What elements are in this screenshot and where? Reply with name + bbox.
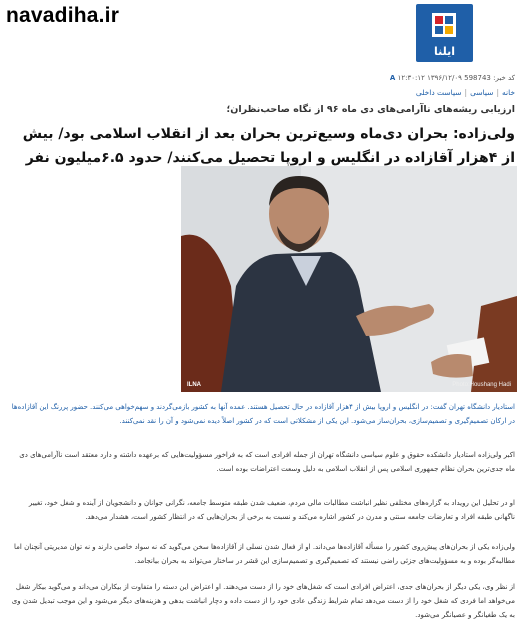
breadcrumb-domestic-politics[interactable]: سیاست داخلی <box>415 88 462 97</box>
breadcrumb <box>416 88 515 97</box>
article-photo-illustration <box>181 166 517 392</box>
site-watermark: navadiha.ir <box>6 4 120 27</box>
article-summary: استادیار دانشگاه تهران گفت: در انگلیس و اروپا بیش از ۴هزار آقازاده در حال تحصیل هستند. عمده آنها به کشور بازمی‌گردند و سهم‌خواهی می‌کنند. حضور پررنگ این آقازاده‌ها در ارکان تصمیم‌گیری و تصمیم‌سازی، بحران‌ساز می‌شود. این یکی از مشکلاتی است که در کشور اصلاً دیده نمی‌شود و آن را نقد نمی‌کنند. <box>11 403 515 425</box>
news-code-label: کد خبر: <box>493 74 515 82</box>
news-code: 598743 <box>464 74 491 82</box>
news-datetime: ۱۳۹۶/۱۲/۰۹ ۱۲:۳۰:۱۲ <box>397 74 462 82</box>
photo-agency-watermark: ILNA <box>187 382 201 388</box>
breadcrumb-separator: | <box>464 88 468 97</box>
breadcrumb-home[interactable]: خانه <box>501 88 515 97</box>
agency-logo-icon <box>430 11 458 39</box>
article-photo <box>181 166 517 392</box>
font-size-marker[interactable]: A <box>389 74 396 82</box>
agency-logo-text: ایلنا <box>433 45 455 58</box>
news-meta <box>390 74 515 82</box>
article-paragraph: از نظر وی، یکی دیگر از بحران‌های جدی، اعتراض افرادی است که شغل‌های خود را از دست می‌دهند. او اعتراض این دسته را متفاوت از بیکاران می‌داند و می‌گوید بیکار شغل می‌خواهد اما فردی که شغل خود را از دست می‌دهد تمام شرایط زندگی عادی خود را از دست داده و دچار انباشت بدهی و هزینه‌های دیگر می‌شود و این موجب تبدیل شدن وی به یک طغیانگر و عصیانگر می‌شود. <box>11 583 515 619</box>
article-paragraph: او در تحلیل این رویداد به گزاره‌های مختلفی نظیر انباشت مطالبات مالی مردم، ضعیف شدن طبقه متوسط جامعه، نگرانی جوانان و دانشجویان از آینده و شغل خود، تغییر ناگهانی طبقه افراد و تعارضات جامعه سنتی و مدرن در کشور اشاره می‌کند و نسبت به برخی از بحران‌هایی که در انتظار کشور است، هشدار می‌دهد. <box>28 499 515 521</box>
agency-logo[interactable] <box>416 4 473 62</box>
article-paragraph: ولی‌زاده یکی از بحران‌های پیش‌روی کشور را مسأله آقازاده‌ها می‌داند. او از فعال شدن نسلی از آقازاده‌ها سخن می‌گوید که نه سواد خاصی دارند و نه توان مدیریتی آنچنان اما مطالبه‌گر بوده و به مسؤولیت‌های جزئی راضی نیستند که تصمیم‌گیری و تصمیم‌سازی این قشر در ساختار می‌تواند به بحران بیانجامد. <box>14 543 515 565</box>
breadcrumb-separator: | <box>496 88 499 97</box>
photo-credit: Photo:Houshang Hadi <box>452 382 511 388</box>
article-paragraph: اکبر ولی‌زاده استادیار دانشکده حقوق و علوم سیاسی دانشگاه تهران از جمله افرادی است که به فراخور مسؤولیت‌هایی که برعهده داشته و دارد معتقد است ناآرامی‌های دی ماه جدی‌ترین بحران نظام جمهوری اسلامی پس از انقلاب اسلامی به دلیل وسعت اعتراضات بوده است. <box>19 451 515 473</box>
headline: ولی‌زاده: بحران دی‌ماه وسیع‌ترین بحران بعد از انقلاب اسلامی بود/ بیش از ۴هزار آقازاده در انگلیس و اروپا تحصیل می‌کنند/ حدود ۶.۵میلیون نفر <box>22 126 515 166</box>
breadcrumb-politics[interactable]: سیاسی <box>470 88 494 97</box>
lead-title: ارزیابی ریشه‌های ناآرامی‌های دی ماه ۹۶ از نگاه صاحب‌نظران؛ <box>226 104 515 115</box>
